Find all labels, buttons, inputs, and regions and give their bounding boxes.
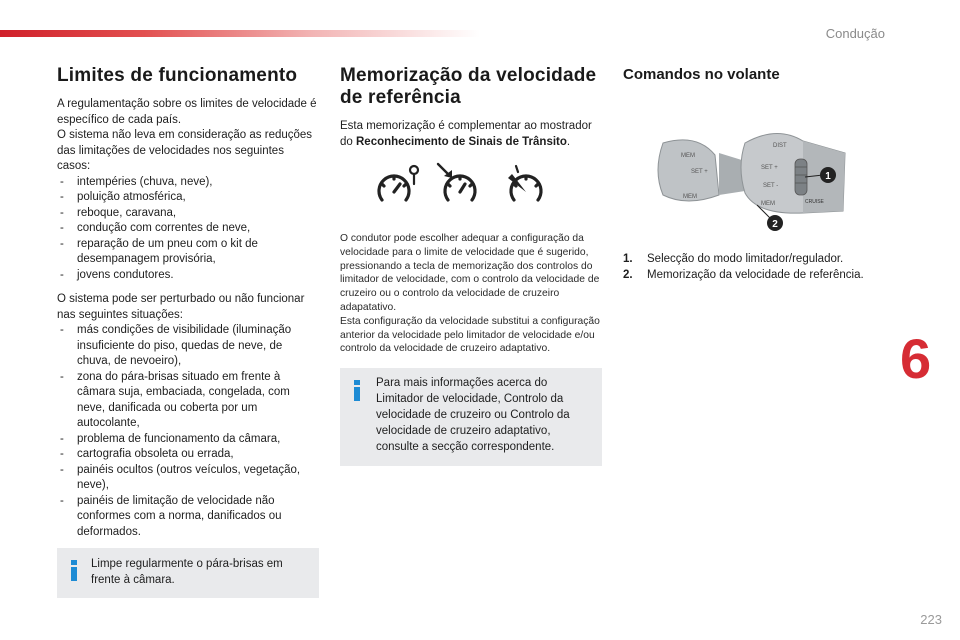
memo-intro-bold: Reconhecimento de Sinais de Trânsito <box>356 135 567 148</box>
list-item: - condução com correntes de neve, <box>57 221 319 237</box>
memo-info-text: Para mais informações acerca do Limitador de velocidade, Controlo da velocidade de cruzeiro ou Controlo da velocidade de cruzeiro adaptativo, consulte a secção correspondente. <box>376 377 570 454</box>
callout-2: 2 <box>772 219 778 230</box>
section-title: Condução <box>825 26 885 41</box>
list-item: - más condições de visibilidade (iluminação insuficiente do piso, quedas de neve, de chuva, de nevoeiro), <box>57 323 319 370</box>
controls-list <box>623 251 913 283</box>
memo-intro: Esta memorização é complementar ao mostrador do Reconhecimento de Sinais de Trânsito. <box>340 120 592 148</box>
mem-label: MEM <box>681 153 695 159</box>
list-item: - jovens condutores. <box>57 268 319 284</box>
speedometer-set-icon <box>438 164 475 200</box>
memo-title: Memorização da velocidade de referência <box>340 65 597 108</box>
mem-label: MEM <box>683 194 697 200</box>
limits-title: Limites de funcionamento <box>57 65 298 86</box>
list-item: - poluição atmosférica, <box>57 190 319 206</box>
column-limits <box>57 60 319 598</box>
cruise-label: CRUISE <box>805 199 824 205</box>
list-item: - painéis de limitação de velocidade não conformes com a norma, danificados ou deformados. <box>57 494 319 541</box>
callout-1: 1 <box>825 171 831 182</box>
info-icon <box>71 560 78 580</box>
list-item: - intempéries (chuva, neve), <box>57 175 319 191</box>
list-item: - problema de funcionamento da câmara, <box>57 432 319 448</box>
memo-info-box <box>340 368 602 466</box>
steering-wheel-controls-image <box>627 95 887 235</box>
list-item: - zona do pára-brisas situado em frente à câmara suja, embaciada, congelada, com neve, danificada ou coberta por um autocolante, <box>57 370 319 432</box>
column-memo <box>340 60 602 466</box>
disturb-intro: O sistema pode ser perturbado ou não funcionar nas seguintes situações: <box>57 293 305 321</box>
column-controls <box>623 60 913 283</box>
tip-box <box>57 548 319 598</box>
set-plus-label: SET + <box>691 169 708 175</box>
chapter-number: 6 <box>900 327 932 390</box>
limits-cases-list <box>57 175 319 284</box>
dist-label: DIST <box>773 143 787 149</box>
header-accent-bar <box>0 30 480 37</box>
set-minus-label: SET - <box>763 183 779 189</box>
limits-intro: A regulamentação sobre os limites de velocidade é específico de cada país. O sistema não leva em consideração as reduções das limitações de velocidades nos seguintes casos: <box>57 98 317 172</box>
list-item: - reboque, caravana, <box>57 206 319 222</box>
set-plus-label: SET + <box>761 165 778 171</box>
disturb-list <box>57 323 319 540</box>
tip-text: Limpe regularmente o pára-brisas em frente à câmara. <box>91 558 283 586</box>
list-item: - reparação de um pneu com o kit de desempanagem provisória, <box>57 237 319 268</box>
list-item: 1. Selecção do modo limitador/regulador. <box>623 253 844 265</box>
speedometer-cruise-icon <box>508 166 541 200</box>
speedometer-icons <box>340 160 602 222</box>
list-item: 2. Memorização da velocidade de referência. <box>623 269 864 281</box>
speedometer-icon <box>379 166 418 200</box>
speed-icons-row <box>340 160 602 222</box>
steering-controls-illustration <box>627 95 887 235</box>
controls-title: Comandos no volante <box>623 66 780 83</box>
list-item: - painéis ocultos (outros veículos, vegetação, neve), <box>57 463 319 494</box>
mem-label: MEM <box>761 201 775 207</box>
list-item: - cartografia obsoleta ou errada, <box>57 447 319 463</box>
page-number: 223 <box>920 612 942 627</box>
memo-detail: O condutor pode escolher adequar a configuração da velocidade para o limite de velocidade que é sugerido, pressionando a tecla de memorização dos controlos do limitador de velocidade, com o controlo da velocidade de cruzeiro ou o controlo da velocidade de cruzeiro adapatativo. Esta configuração da velocidade substitui a configuração anterior da velocidade pelo limitador de velocidade e/ou controlo da velocidade de cruzeiro adaptativo. <box>340 233 600 355</box>
info-icon <box>354 380 361 400</box>
